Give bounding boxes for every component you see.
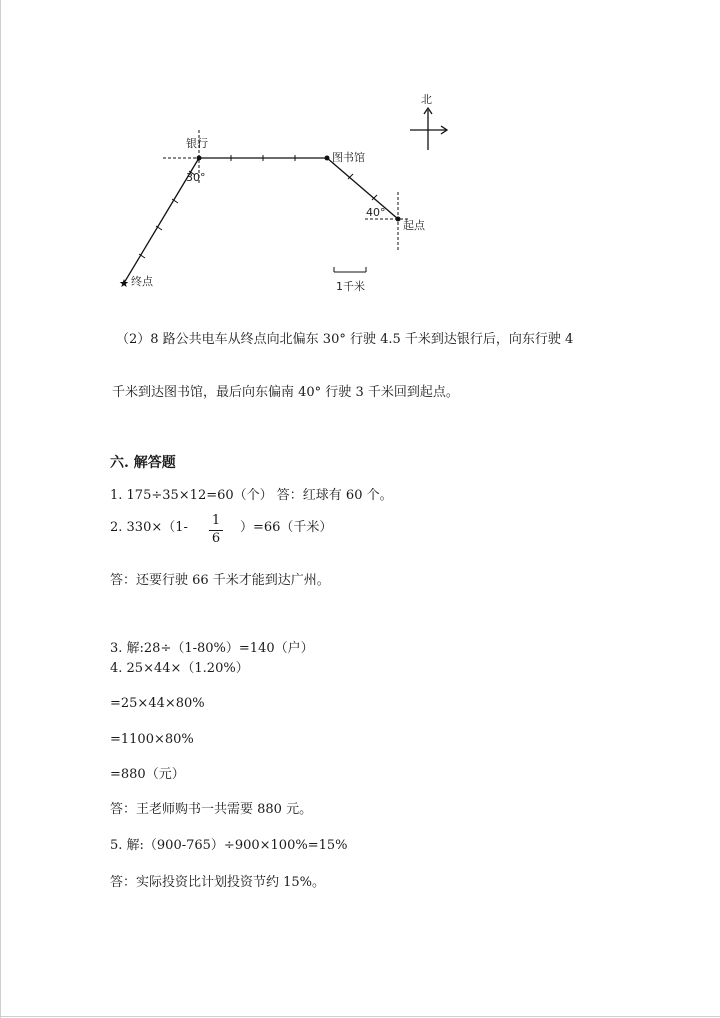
question-4-answer: 答：王老师购书一共需要 880 元。	[110, 802, 313, 817]
question-5: 5. 解:（900-765）÷900×100%=15%	[110, 838, 348, 853]
fraction-numerator: 1	[211, 513, 221, 528]
answer2-line2: 千米到达图书馆，最后向东偏南 40° 行驶 3 千米回到起点。	[112, 385, 459, 400]
end-point-star-icon	[120, 279, 129, 287]
route-diagram	[0, 0, 720, 300]
question-4-step1: =25×44×80%	[110, 696, 205, 711]
scale-bar	[334, 267, 366, 272]
question-1: 1. 175÷35×12=60（个） 答：红球有 60 个。	[110, 488, 393, 503]
library-label: 图书馆	[332, 151, 365, 164]
bank-point	[197, 156, 202, 161]
section-title: 六. 解答题	[110, 455, 176, 471]
fraction-denominator: 6	[211, 531, 221, 546]
question-3: 3. 解:28÷（1-80%）=140（户）	[110, 641, 314, 656]
angle-bank-label: 30°	[186, 171, 206, 184]
scale-label: 1千米	[336, 280, 365, 293]
start-point	[396, 217, 401, 222]
end-label: 终点	[131, 275, 153, 288]
start-label: 起点	[403, 219, 425, 232]
answer2-line1: （2）8 路公共电车从终点向北偏东 30° 行驶 4.5 千米到达银行后，向东行驶 4	[116, 332, 574, 347]
route-ticks-south-east	[348, 174, 377, 200]
page-bottom-border	[0, 1016, 720, 1017]
angle-start-label: 40°	[366, 206, 386, 219]
question-2-suffix: ）=66（千米）	[240, 520, 333, 535]
question-2-prefix: 2. 330×（1-	[110, 520, 188, 535]
question-2-answer: 答：还要行驶 66 千米才能到达广州。	[110, 573, 330, 588]
north-label: 北	[421, 93, 432, 106]
library-point	[325, 156, 330, 161]
north-compass-icon	[410, 108, 447, 150]
bank-label: 银行	[186, 137, 208, 150]
question-4-step3: =880（元）	[110, 767, 185, 782]
question-5-answer: 答：实际投资比计划投资节约 15%。	[110, 875, 326, 890]
question-4-step2: =1100×80%	[110, 732, 194, 747]
route-path	[124, 158, 398, 283]
question-4: 4. 25×44×（1.20%）	[110, 661, 249, 676]
route-library-to-start	[327, 158, 398, 219]
